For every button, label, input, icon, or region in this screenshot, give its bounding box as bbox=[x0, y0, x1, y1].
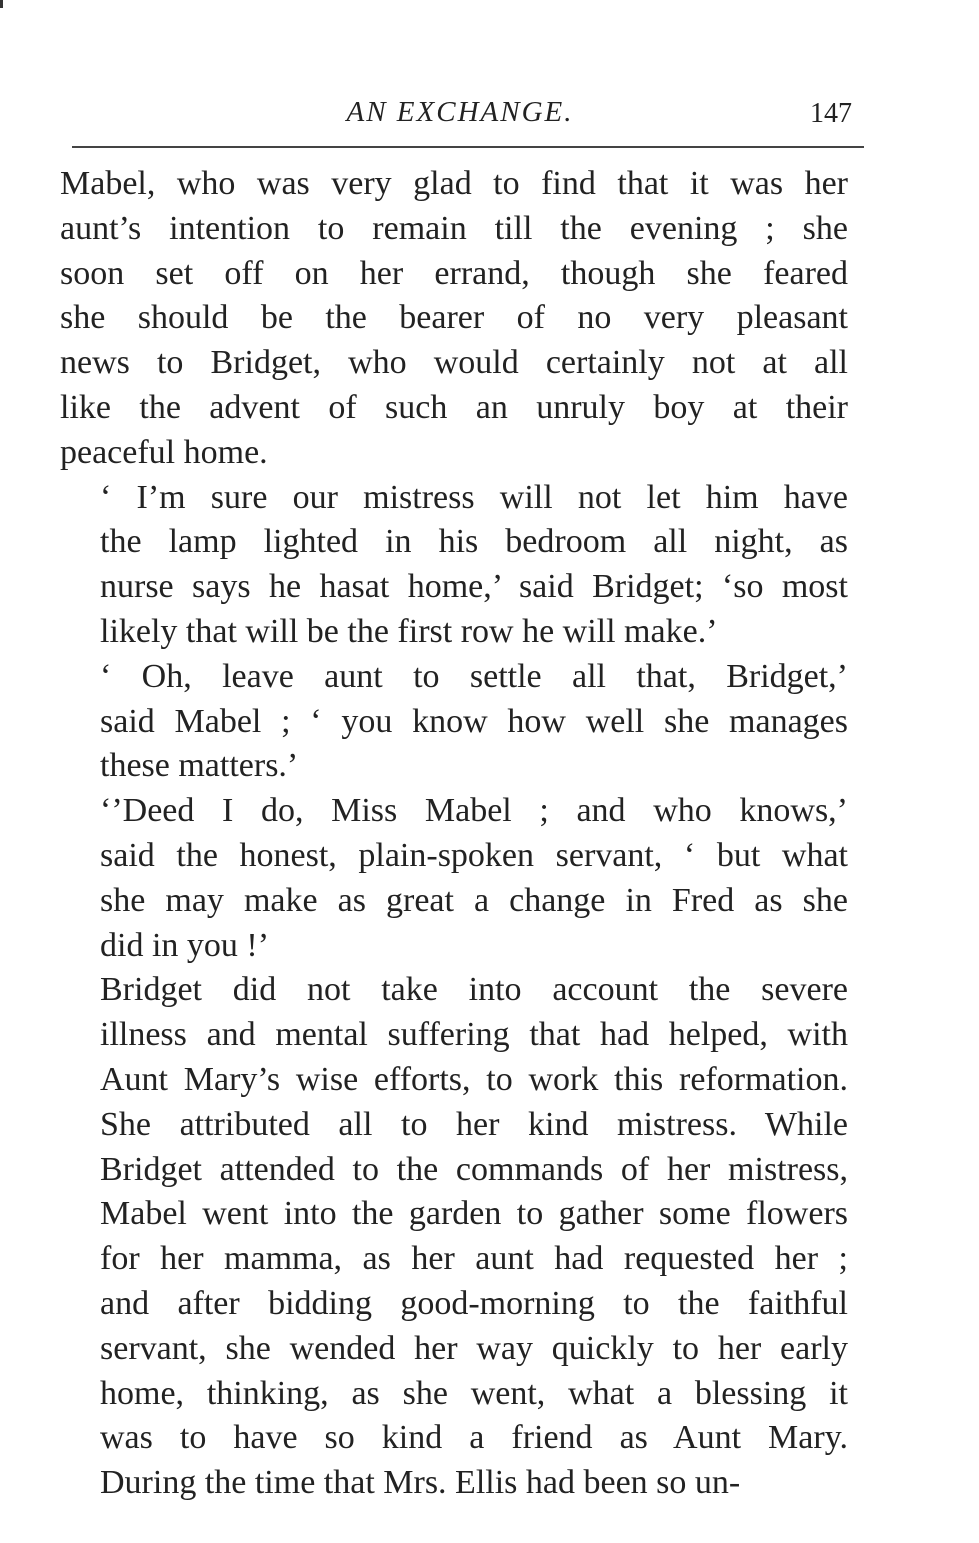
text-line: nurse says he hasat home,’ said Bridget; ‘so most bbox=[100, 568, 848, 606]
paragraph bbox=[60, 655, 848, 789]
paragraph bbox=[60, 162, 848, 476]
text-line: Mabel went into the garden to gather some flowers bbox=[100, 1195, 848, 1233]
page-number: 147 bbox=[810, 98, 852, 129]
text-line: Aunt Mary’s wise efforts, to work this reformation. bbox=[100, 1060, 848, 1098]
text-line: for her mamma, as her aunt had requested her ; bbox=[100, 1240, 848, 1278]
text-line: home, thinking, as she went, what a blessing it bbox=[100, 1374, 848, 1412]
text-line: said the honest, plain-spoken servant, ‘ but what bbox=[100, 836, 848, 874]
paragraph bbox=[60, 789, 848, 968]
page-header bbox=[60, 92, 860, 132]
body-text bbox=[60, 162, 848, 1506]
text-line: peaceful home. bbox=[60, 433, 268, 471]
text-line: servant, she wended her way quickly to her early bbox=[100, 1329, 848, 1367]
text-line: news to Bridget, who would certainly not at all bbox=[60, 344, 848, 382]
paragraph bbox=[60, 476, 848, 655]
text-line: During the time that Mrs. Ellis had been so un- bbox=[100, 1464, 741, 1502]
text-line: ‘ Oh, leave aunt to settle all that, Bridget,’ bbox=[100, 657, 848, 695]
text-line: illness and mental suffering that had helped, with bbox=[100, 1016, 848, 1054]
text-line: likely that will be the first row he will make.’ bbox=[100, 612, 718, 650]
text-line: ‘ I’m sure our mistress will not let him have bbox=[100, 478, 848, 516]
text-line: Bridget attended to the commands of her mistress, bbox=[100, 1150, 848, 1188]
running-title: AN EXCHANGE. bbox=[346, 96, 574, 128]
text-line: ‘’Deed I do, Miss Mabel ; and who knows,’ bbox=[100, 792, 848, 830]
text-line: soon set off on her errand, though she feared bbox=[60, 254, 848, 292]
text-line: was to have so kind a friend as Aunt Mary. bbox=[100, 1419, 848, 1457]
text-line: the lamp lighted in his bedroom all night, as bbox=[100, 523, 848, 561]
text-line: she may make as great a change in Fred as she bbox=[100, 881, 848, 919]
text-line: said Mabel ; ‘ you know how well she manages bbox=[100, 702, 848, 740]
text-line: She attributed all to her kind mistress. While bbox=[100, 1105, 848, 1143]
stray-ink-mark bbox=[0, 0, 3, 8]
text-line: she should be the bearer of no very pleasant bbox=[60, 299, 848, 337]
text-line: Mabel, who was very glad to find that it was her bbox=[60, 165, 848, 202]
text-line: and after bidding good-morning to the faithful bbox=[100, 1284, 848, 1322]
text-line: these matters.’ bbox=[100, 747, 299, 785]
paragraph bbox=[60, 968, 848, 1506]
text-line: aunt’s intention to remain till the evening ; she bbox=[60, 209, 848, 247]
text-line: did in you !’ bbox=[100, 926, 270, 964]
header-rule bbox=[72, 146, 864, 148]
text-line: like the advent of such an unruly boy at their bbox=[60, 388, 848, 426]
text-line: Bridget did not take into account the severe bbox=[100, 971, 848, 1009]
